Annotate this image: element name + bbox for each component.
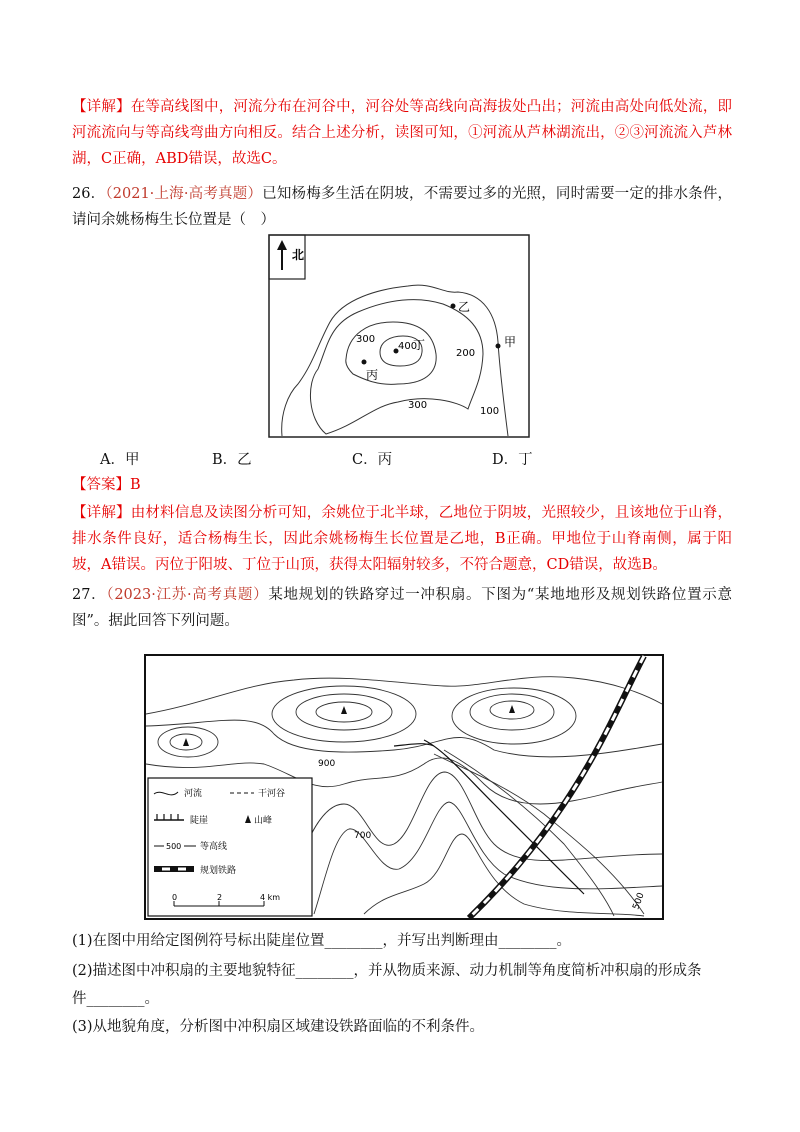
q27-number: 27． (72, 587, 107, 603)
q25-explain-text: 在等高线图中，河流分布在河谷中，河谷处等高线向高海拔处凸出；河流由高处向低处流，即河流流向与等高线弯曲方向相反。结合上述分析，读图可知，①河流从芦林湖流出，②③河流流入芦林湖，C正确，ABD错误，故选C。 (72, 99, 733, 167)
q26-stem (72, 181, 732, 233)
legend-contour: 等高线 (200, 842, 228, 852)
contour-label-700: 700 (354, 831, 372, 841)
q25-explain-tag: 【详解】 (72, 99, 131, 115)
q27-terrain-map (144, 654, 664, 920)
q25-explanation (72, 94, 732, 172)
railway-icon (154, 866, 194, 872)
q26-source: （2021·上海·高考真题） (105, 186, 263, 202)
legend-contour-sample: 500 (166, 842, 182, 851)
legend-railway: 规划铁路 (200, 866, 237, 876)
contour-label-200: 200 (456, 348, 476, 359)
contour-label-100: 100 (480, 406, 500, 417)
legend-cliff: 陡崖 (190, 816, 209, 826)
q26-explain-tag: 【详解】 (72, 505, 131, 521)
point-jia: 甲 (504, 335, 517, 349)
scale-0: 0 (172, 893, 178, 902)
point-bing: 丙 (366, 368, 379, 382)
option-d[interactable]: D．丁 (492, 452, 533, 468)
q26-answer-tag: 【答案】 (72, 477, 130, 493)
map-legend (148, 778, 312, 916)
q26-explain-text: 由材料信息及读图分析可知，余姚位于北半球，乙地位于阴坡，光照较少，且该地位于山脊，排水条件良好，适合杨梅生长，因此余姚杨梅生长位置是乙地，B正确。甲地位于山脊南侧，属于阳坡，A错误。丙位于阳坡、丁位于山顶，获得太阳辐射较多，不符合题意，CD错误，故选B。 (72, 505, 733, 573)
contour-label-500: 500 (631, 891, 647, 912)
contour-label-300b: 300 (408, 400, 428, 411)
point-yi: 乙 (458, 300, 471, 314)
q27-source: （2023·江苏·高考真题） (106, 587, 269, 603)
contour-label-400: 400 (398, 341, 418, 352)
option-c[interactable]: C．丙 (352, 452, 393, 468)
point-ding: 丁 (413, 338, 426, 352)
q27-stem (72, 582, 732, 634)
q26-number: 26． (72, 186, 106, 202)
option-a[interactable]: A．甲 (100, 452, 140, 468)
q27-sub2b: 件________。 (72, 991, 159, 1007)
q27-sub1: (1)在图中用给定图例符号标出陡崖位置________，并写出判断理由________。 (72, 933, 572, 949)
q26-answer (72, 472, 732, 498)
legend-dry-valley: 干河谷 (258, 789, 286, 799)
q26-answer-text: B (130, 477, 141, 493)
scale-4km: 4 km (260, 893, 281, 902)
scale-2: 2 (217, 893, 223, 902)
legend-river: 河流 (184, 789, 203, 799)
q26-contour-map (268, 234, 530, 438)
q27-sub2a: (2)描述图中冲积扇的主要地貌特征________，并从物质来源、动力机制等角度简析冲积扇的形成条 (72, 963, 702, 979)
option-b[interactable]: B．乙 (212, 452, 252, 468)
q27-sub3: (3)从地貌角度，分析图中冲积扇区域建设铁路面临的不利条件。 (72, 1019, 485, 1035)
contour-label-900: 900 (318, 759, 336, 769)
q26-explanation (72, 500, 732, 578)
legend-peak: 山峰 (254, 816, 273, 826)
contour-label-300a: 300 (356, 334, 376, 345)
q27-stem-text: 某地规划的铁路穿过一冲积扇。下图为“某地地形及规划铁路位置示意图”。据此回答下列问题。 (72, 587, 732, 629)
north-label: 北 (292, 248, 305, 262)
q26-stem-text: 已知杨梅多生活在阴坡，不需要过多的光照，同时需要一定的排水条件，请问余姚杨梅生长位置是（ ） (72, 186, 733, 228)
